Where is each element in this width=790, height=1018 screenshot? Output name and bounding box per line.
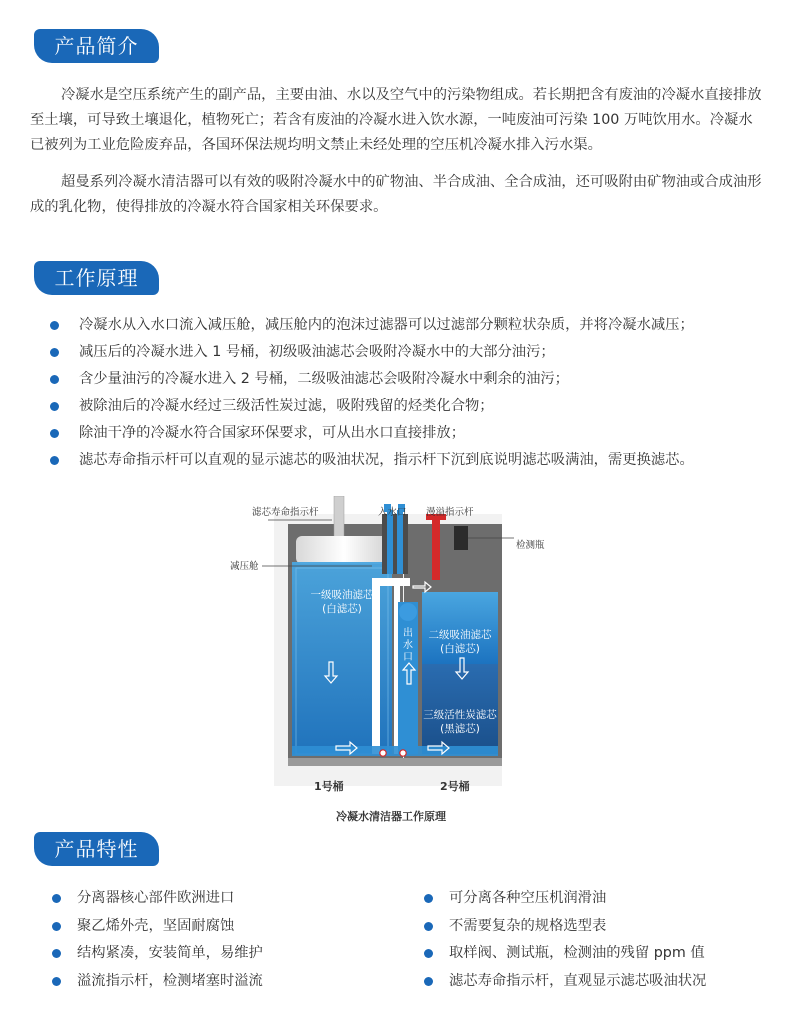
bullet-dot-icon [52,977,61,986]
outlet-label: 出 水 口 [403,628,413,663]
list-item: 溢流指示杆，检测堵塞时溢流 [52,968,263,996]
bullet-dot-icon [50,429,59,438]
inlet-label: 入水口 [378,507,407,518]
bullet-dot-icon [424,949,433,958]
barrel-2-label: 2号桶 [440,780,470,793]
intro-paragraph-1: 冷凝水是空压系统产生的副产品，主要由油、水以及空气中的污染物组成。若长期把含有废油的冷凝水直接排放至土壤，可导致土壤退化，植物死亡；若含有废油的冷凝水进入饮水源，一吨废油可污染 100 万吨饮用水。冷凝水已被列为工业危险废弃品，各国环保法规均明文禁止未经处理的空压机冷凝水排入污水渠。 [30,87,762,153]
bullet-dot-icon [50,456,59,465]
list-item: 滤芯寿命指示杆可以直观的显示滤芯的吸油状况，指示杆下沉到底说明滤芯吸满油，需更换滤芯。 [50,447,694,474]
indicator-rod-label: 滤芯寿命指示杆 [252,507,319,518]
filter-2-label: 二级吸油滤芯 (白滤芯) [428,629,492,655]
list-item: 不需要复杂的规格选型表 [424,913,706,941]
list-item: 含少量油污的冷凝水进入 2 号桶，二级吸油滤芯会吸附冷凝水中剩余的油污； [50,366,694,393]
bullet-dot-icon [50,375,59,384]
bullet-dot-icon [52,894,61,903]
list-item: 可分离各种空压机润滑油 [424,885,706,913]
decompression-chamber-label: 减压舱 [230,561,259,572]
overflow-indicator-label: 漫溢指示杆 [426,507,474,518]
bullet-dot-icon [52,949,61,958]
test-bottle-label: 检测瓶 [516,540,545,551]
list-item: 取样阀、测试瓶，检测油的残留 ppm 值 [424,940,706,968]
filter-3-label: 三级活性炭滤芯 (黑滤芯) [423,709,497,735]
list-item: 被除油后的冷凝水经过三级活性炭过滤，吸附残留的烃类化合物； [50,393,694,420]
list-item: 滤芯寿命指示杆，直观显示滤芯吸油状况 [424,968,706,996]
section-title-product-features: 产品特性 [34,832,159,866]
bullet-dot-icon [50,402,59,411]
features-list-right [424,885,706,995]
filter-1-label: 一级吸油滤芯 (白滤芯) [310,589,374,615]
working-principle-diagram [222,496,552,826]
list-item: 分离器核心部件欧洲进口 [52,885,263,913]
principle-list [50,312,694,474]
bullet-dot-icon [50,321,59,330]
diagram-illustration [222,496,552,826]
list-item: 减压后的冷凝水进入 1 号桶，初级吸油滤芯会吸附冷凝水中的大部分油污； [50,339,694,366]
intro-paragraph-2: 超曼系列冷凝水清洁器可以有效的吸附冷凝水中的矿物油、半合成油、全合成油，还可吸附由矿物油或合成油形成的乳化物，使得排放的冷凝水符合国家相关环保要求。 [30,174,762,215]
bullet-dot-icon [424,922,433,931]
section-title-product-intro: 产品简介 [34,29,159,63]
features-list-left [52,885,263,995]
list-item: 聚乙烯外壳，坚固耐腐蚀 [52,913,263,941]
bullet-dot-icon [424,977,433,986]
list-item: 冷凝水从入水口流入减压舱，减压舱内的泡沫过滤器可以过滤部分颗粒状杂质，并将冷凝水减压； [50,312,694,339]
bullet-dot-icon [52,922,61,931]
bullet-dot-icon [424,894,433,903]
diagram-caption: 冷凝水清洁器工作原理 [336,810,446,823]
bullet-dot-icon [50,348,59,357]
list-item: 除油干净的冷凝水符合国家环保要求，可从出水口直接排放； [50,420,694,447]
list-item: 结构紧凑，安装简单，易维护 [52,940,263,968]
barrel-1-label: 1号桶 [314,780,344,793]
section-title-working-principle: 工作原理 [34,261,159,295]
